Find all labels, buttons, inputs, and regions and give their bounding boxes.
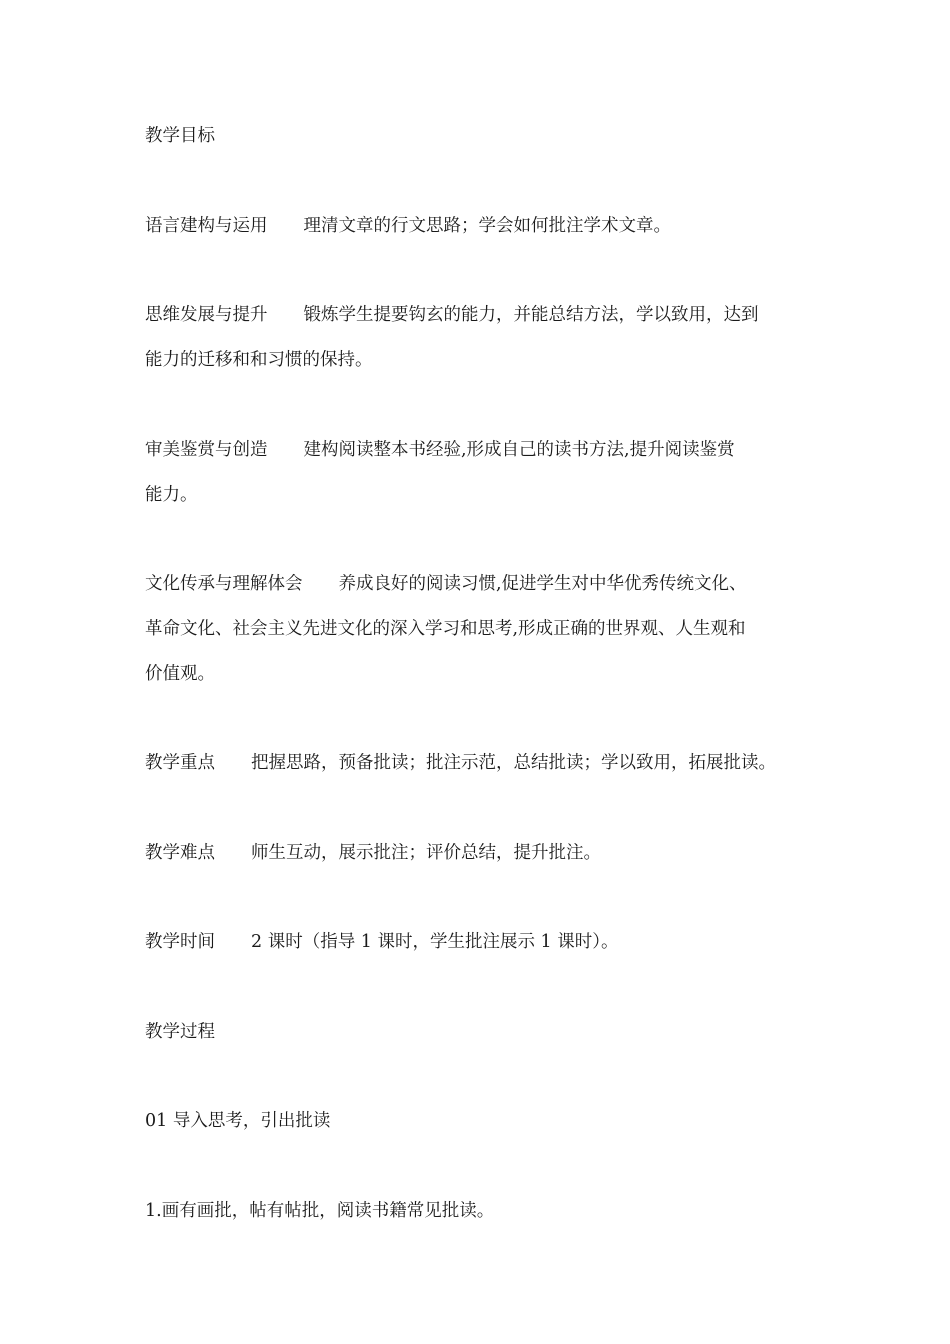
objective-text-continued: 能力。 [145,485,198,505]
objective-text-continued: 能力的迁移和和习惯的保持。 [145,350,373,370]
objective-text-continued: 革命文化、社会主义先进文化的深入学习和思考,形成正确的世界观、人生观和 [145,619,746,639]
teaching-time-text: 2 课时（指导 1 课时，学生批注展示 1 课时）。 [251,932,619,952]
objective-culture [145,562,815,697]
heading-process: 教学过程 [145,1022,215,1042]
difficult-points [145,831,815,876]
objective-text: 锻炼学生提要钩玄的能力，并能总结方法，学以致用，达到 [303,305,759,325]
objective-language [145,204,815,249]
key-points [145,741,815,786]
section-heading-01: 01 导入思考，引出批读 [145,1111,331,1131]
key-points-text: 把握思路，预备批读；批注示范，总结批读；学以致用，拓展批读。 [251,753,776,773]
objective-text: 建构阅读整本书经验,形成自己的读书方法,提升阅读鉴赏 [303,440,735,460]
difficult-points-label: 教学难点 [145,843,215,863]
heading-objectives: 教学目标 [145,126,215,146]
objective-label: 思维发展与提升 [145,305,268,325]
list-item-1: 1.画有画批，帖有帖批，阅读书籍常见批读。 [145,1201,495,1221]
objective-text-continued: 价值观。 [145,664,215,684]
objective-label: 审美鉴赏与创造 [145,440,268,460]
teaching-time [145,920,815,965]
difficult-points-text: 师生互动，展示批注；评价总结，提升批注。 [251,843,601,863]
key-points-label: 教学重点 [145,753,215,773]
objective-label: 语言建构与运用 [145,216,268,236]
objective-text: 养成良好的阅读习惯,促进学生对中华优秀传统文化、 [338,574,747,594]
objective-label: 文化传承与理解体会 [145,574,303,594]
teaching-time-label: 教学时间 [145,932,215,952]
objective-aesthetic [145,428,815,518]
objective-text: 理清文章的行文思路；学会如何批注学术文章。 [303,216,671,236]
objective-thinking [145,293,815,383]
